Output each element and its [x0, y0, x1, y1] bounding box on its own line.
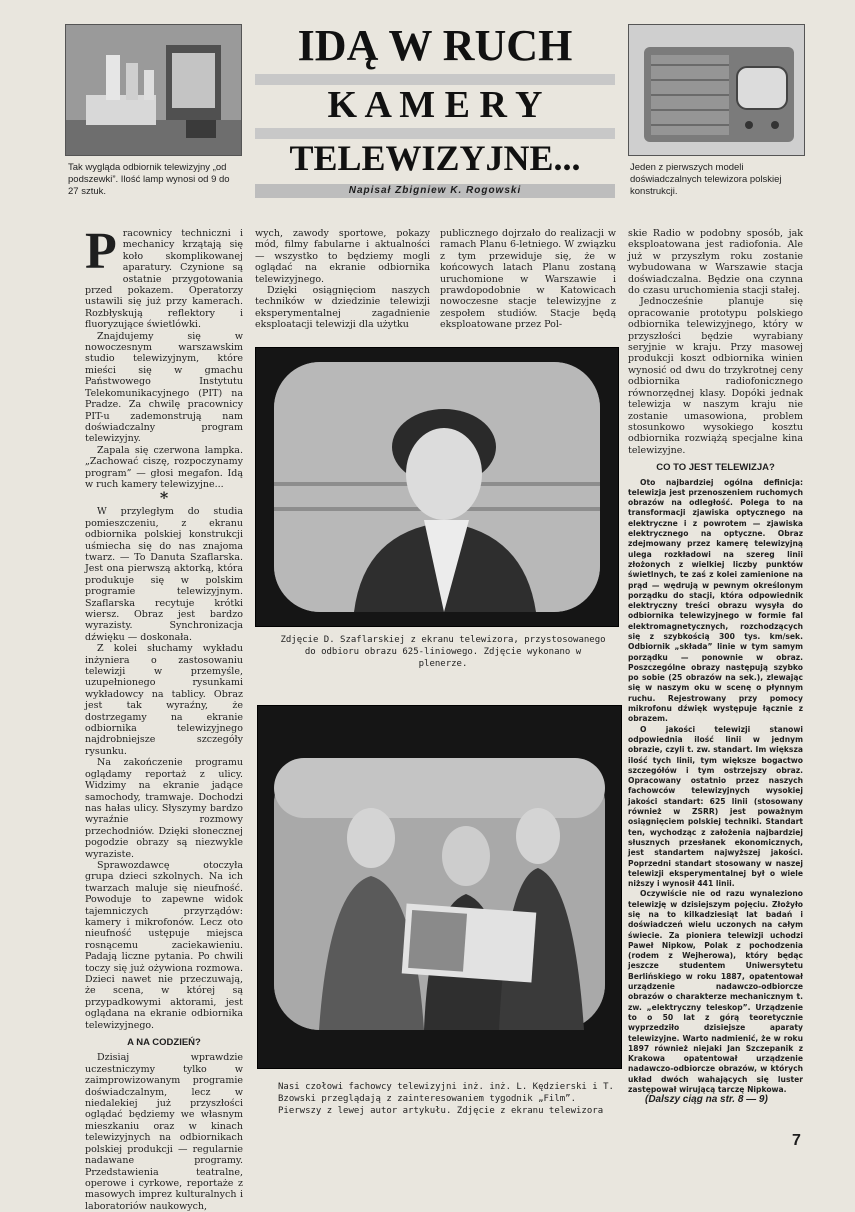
continued-note: (Dalszy ciąg na str. 8 — 9)	[645, 1094, 768, 1105]
tv-screen	[274, 362, 600, 612]
receiver-internals-illustration	[66, 25, 241, 155]
paragraph: publicznego dojrzało do realizacji w ramach Planu 6-letniego. W związku z tym przewiduje się, że w końcowych latach Planu zostaną uruchomione w Warszawie i prawdopodobnie w Katowicach nowoczesne stacje telewizyjne z zespołem studiów. Stacje będą eksploatowane przez Pol-	[440, 228, 616, 331]
photo-receiver-internals	[65, 24, 242, 156]
photo-engineers-tv-screen	[257, 705, 622, 1069]
article-column-1	[85, 223, 243, 1212]
paragraph: skie Radio w podobny sposób, jak eksploatowana jest radiofonia. Ale już w przyszłym roku zostanie wybudowana w Warszawie stacja doświadczalna. Będzie ona czynna do czasu uruchomienia stacji stałej.	[628, 228, 803, 297]
article-column-3	[440, 228, 616, 346]
photo-tv-prototype	[628, 24, 805, 156]
caption-middle-photo: Zdjęcie D. Szaflarskiej z ekranu telewizora, przystosowanego do odbioru obrazu 625-liniowego. Zdjęcie wykonano w plenerze.	[280, 635, 606, 669]
tv-screen	[274, 758, 605, 1030]
caption-bottom-photo: Nasi czołowi fachowcy telewizyjni inż. inż. L. Kędzierski i T. Bzowski przeglądają z zainteresowaniem tygodnik „Film”. Pierwszy z lewej autor artykułu. Zdjęcie z ekranu telewizora	[278, 1082, 614, 1116]
paragraph: O jakości telewizji stanowi odpowiednia ilość linii w jednym obrazie, czyli t. zw. standart. Im większa ilość tych linii, tym większe bogactwo szczegółów i tym ostrzejszy obraz. Opracowany ostatnio przez naszych fachowców telewizyjnych wysokiej jakości standart: 625 linii (stosowany również w ZSRR) jest poważnym osiągnięciem polskiej techniki. Standart ten, wychodząc z założenia najbardziej słusznych przesłanek ekonomicznych, jest standartem najwyższej jakości. Poprzedni standart stosowany w naszej telewizji eksperymentalnej był o wiele niższy i wynosił 441 linii.	[628, 724, 803, 889]
engineers-reading-film-illustration	[274, 758, 605, 1030]
drop-cap: P	[85, 223, 117, 280]
page-number: 7	[792, 1132, 801, 1149]
paragraph: Oto najbardziej ogólna definicja: telewizja jest przenoszeniem ruchomych obrazów na odległość. Polega to na transformacji zjawiska optycznego na elektryczne i z powrotem — zjawiska elektrycznego na optyczne. Obraz zdejmowany przez kamerę telewizyjną ulega rozkładowi na szereg linii złożonych z wielkiej liczby punktów świetlnych, te zaś z kolei zamienione na prąd — wędrują w pewnym określonym porządku do stacji, która odpowiednik elektryczny treści obrazu wysyła do odbiornika telewizyjnego w formie fal elektromagnetycznych, rozchodzących się z szybkością 300 tys. km/sek. Odbiornik „składa” linie w tym samym porządku — ponownie w obraz. Poszczególne obrazy następują szybko po sobie (25 obrazów na sek.), zlewając się w naszym oku w scenę o płynnym ruchu. Rejestrowany przy pomocy mikrofonu dźwięk występuje łącznie z obrazem.	[628, 477, 803, 724]
section-separator-star: *	[159, 488, 169, 508]
paragraph: Jednocześnie planuje się opracowanie prototypu polskiego odbiornika telewizyjnego, który w przyszłości będzie wyrabiany seryjnie w kraju. Przy masowej produkcji koszt odbiornika winien wynosić od dwu do trzykrotnej ceny odbiornika radiofonicznego równorzędnej klasy. Dopóki jednak telewizja w naszym kraju nie zostanie umasowiona, problem stosunkowo wysokiego kosztu odbiornika rozwiążą specjalne kina telewizyjne.	[628, 296, 803, 456]
article-column-4	[628, 228, 803, 1095]
paragraph: Z kolei słuchamy wykładu inżyniera o zastosowaniu telewizji w przemyśle, uzupełnionego rysunkami wykładowcy na tablicy. Obraz jest tak wyraźny, że dostrzegamy na ekranie odbiornika telewizyjnego najdrobniejsze szczegóły rysunku.	[85, 643, 243, 757]
byline: Napisał Zbigniew K. Rogowski	[255, 184, 615, 198]
paragraph: Oczywiście nie od razu wynaleziono telewizję w dzisiejszym pojęciu. Złożyło się na to kilkadziesiąt lat badań i doświadczeń wielu uczonych na całym świecie. Za pioniera telewizji uchodzi Paweł Nipkow, Polak z pochodzenia (rodem z Wejherowa), który będąc jeszcze studentem Uniwersytetu Berlińskiego w roku 1887, opatentował urządzenie nadawczo-odbiorcze obrazów o charakterze mechanicznym t. zw. „elektryczny teleskop”. Urządzenie to o 50 lat z górą teoretycznie wyprzedziło dzisiejsze aparaty telewizyjne. Warto nadmienić, że w roku 1897 również niejaki Jan Szczepanik z Krakowa opatentował urządzenie nadawczo-odbiorcze obrazów, w których układ dwóch wahających się luster zastępował wirującą tarczę Nipkowa.	[628, 889, 803, 1095]
definition-block	[628, 478, 803, 1096]
szaflarska-portrait-illustration	[274, 362, 600, 612]
photo-szaflarska-tv-screen	[255, 347, 619, 627]
paragraph: Znajdujemy się w nowoczesnym warszawskim studio telewizyjnym, które mieści się w gmachu Państwowego Instytutu Telekomunikacyjnego (PIT) na Pradze. Za chwilę pracownicy PIT-u zademonstrują nam doświadczalny program telewizyjny.	[85, 330, 243, 445]
subheading-na-codzien: A NA CODZIEŃ?	[127, 1037, 201, 1049]
paragraph: Sprawozdawcę otoczyła grupa dzieci szkolnych. Na ich twarzach maluje się nieufność. Powoduje to zapewne widok tajemniczych przyrządów: kamery i mikrofonów. Lecz oto nieufność ustępuje miejsca rosnącemu zaciekawieniu. Padają liczne pytania. Po chwili toczy się już ożywiona rozmowa. Dzieci nawet nie przeczuwają, że scena, w której są przypadkowymi aktorami, jest oglądana na ekranie odbiornika telewizyjnego.	[85, 859, 243, 1031]
intro-paragraph: Pracownicy techniczni i mechanicy krzątają się koło skomplikowanej aparatury. Czynione są ostatnie przygotowania przed pokazem. Operatorzy ustawili się już przy kamerach. Rozbłyskują reflektory i fluoryzujące świetlówki.	[85, 223, 243, 331]
paragraph: Dzięki osiągnięciom naszych techników w dziedzinie telewizji eksperymentalnej zagadnienie eksploatacji telewizji dla użytku	[255, 285, 430, 331]
caption-top-left: Tak wygląda odbiornik telewizyjny „od podszewki”. Ilość lamp wynosi od 9 do 27 sztuk.	[68, 162, 230, 197]
subheading-co-to-jest-telewizja: CO TO JEST TELEWIZJA?	[656, 462, 775, 474]
paragraph: W przyległym do studia pomieszczeniu, z ekranu odbiornika polskiej konstrukcji uśmiecha się do nas znajoma twarz. — To Danuta Szaflarska. Jest ona pierwszą aktorką, która produkuje się w polskim programie telewizyjnym. Szaflarska recytuje krótki wiersz. Obraz jest bardzo wyrazisty. Synchronizacja dźwięku — doskonała.	[85, 506, 243, 643]
caption-top-right: Jeden z pierwszych modeli doświadczalnych telewizora polskiej konstrukcji.	[630, 162, 782, 197]
paragraph: Na zakończenie programu oglądamy reportaż z ulicy. Widzimy na ekranie jadące samochody, tramwaje. Dochodzi nas hałas ulicy. Słyszymy bardzo wyraźnie rozmowy przechodniów. Dzięki słonecznej pogodzie obrazy są niezwykle wyraziste.	[85, 757, 243, 860]
magazine-page	[60, 20, 830, 1212]
article-column-2	[255, 228, 430, 346]
title-line-3: TELEWIZYJNE...	[289, 138, 581, 178]
title-line-2: K A M E R Y	[327, 84, 543, 126]
tv-prototype-illustration	[629, 25, 804, 155]
paragraph: Zapala się czerwona lampka. „Zachować ciszę, rozpoczynamy program” — głosi megafon. Idą w ruch kamery telewizyjne...	[85, 444, 243, 490]
paragraph: wych, zawody sportowe, pokazy mód, filmy fabularne i aktualności — wszystko to będziemy mogli oglądać na ekranie odbiornika telewizyjnego.	[255, 228, 430, 285]
title-line-1: IDĄ W RUCH	[297, 21, 573, 70]
paragraph: Dzisiaj wprawdzie uczestniczymy tylko w zaimprowizowanym programie doświadczalnym, lecz w niedalekiej już przyszłości oglądać będziemy we własnym mieszkaniu oraz w kinach telewizyjnych na odbiornikach polskiej produkcji — regularnie nadawane programy. Przedstawienia teatralne, operowe i cyrkowe, reportaże z masowych imprez kulturalnych i laboratoriów naukowych,	[85, 1052, 243, 1212]
